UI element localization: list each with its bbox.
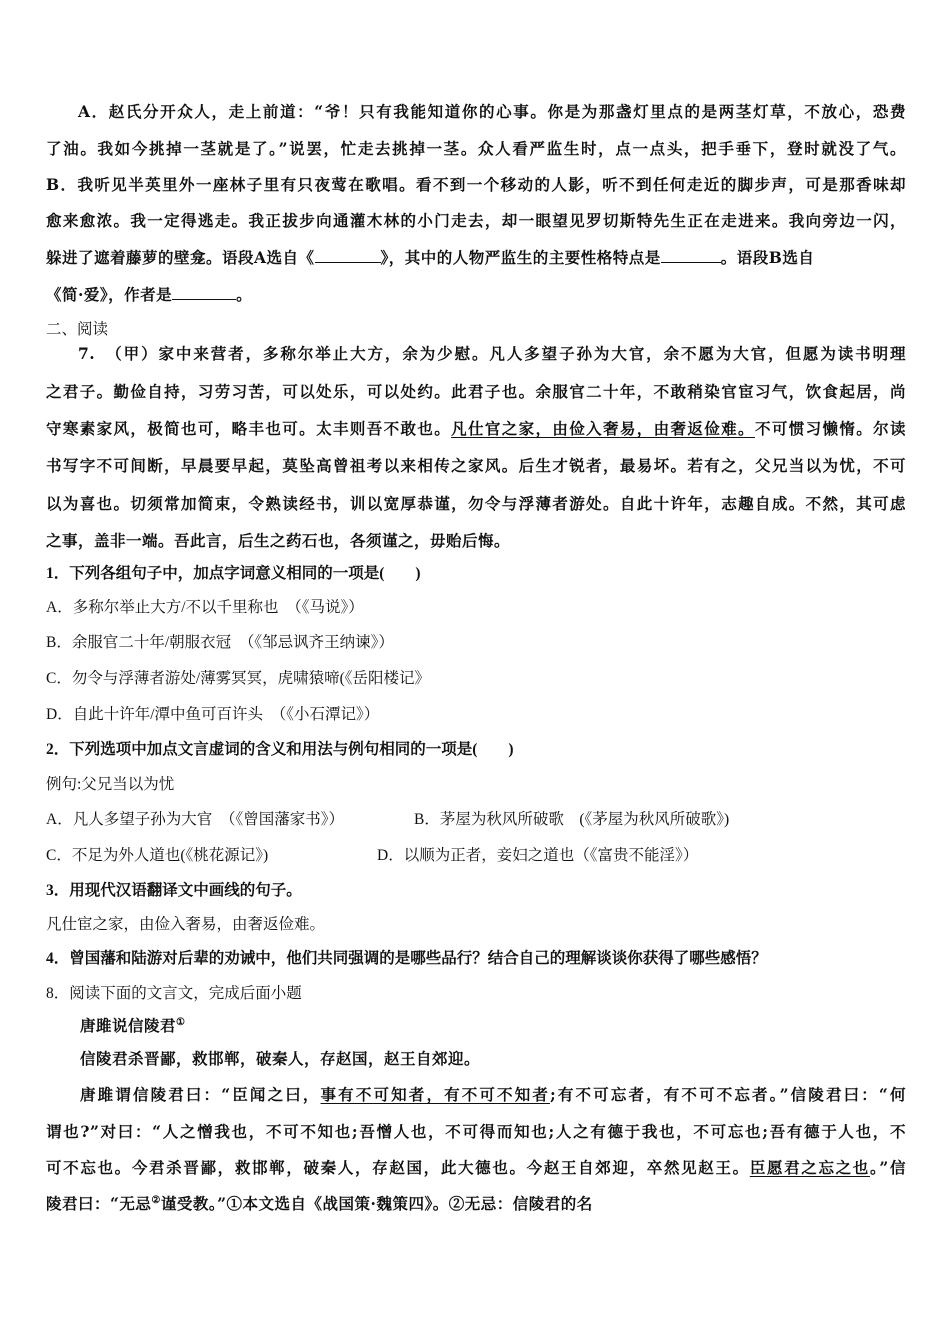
q2-options-row-2	[46, 846, 906, 866]
q8-text: 可不忘也。今君杀晋鄙，救邯郸，破秦人，存赵国，此大德也。今赵王自郊迎，卒然见赵王。	[46, 1158, 750, 1177]
q1-option-a: A．多称尔举止大方/不以千里称也 （《马说》）	[46, 599, 364, 616]
q8-paragraph-1: 信陵君杀晋鄙，救邯郸，破秦人，存赵国，赵王自郊迎。	[80, 1049, 481, 1068]
answer-blank-1[interactable]	[315, 248, 381, 263]
q8-text: ;有不可忘者，有不可不忘者。”信陵君曰：“何	[550, 1085, 906, 1104]
q7-text: 守寒素家风，极简也可，略丰也可。太丰则吾不敢也。	[46, 419, 452, 438]
q7-line-6: 之事，盖非一端。吾此言，后生之药石也，各须谨之，毋贻后悔。	[46, 531, 511, 550]
q4-stem: 4．曾国藩和陆游对后辈的劝诫中，他们共同强调的是哪些品行？结合自己的理解谈谈你获得了哪些感悟？	[46, 950, 767, 967]
q1-option-d: D．自此十许年/潭中鱼可百许头 （《小石潭记》）	[46, 706, 380, 723]
q2-option-d: D．以顺为正者，妾妇之道也（《富贵不能淫》）	[377, 847, 699, 864]
q8-text: 谨受教。”①本文选自《战国策·魏策四》。②无忌：信陵君的名	[160, 1194, 593, 1213]
question-text: 》，其中的人物严监生的主要性格特点是	[380, 248, 661, 267]
passage-a-line-1: A．赵氏分开众人，走上前道：“爷！只有我能知道你的心事。你是为那盏灯里点的是两茎灯草，不放心，恐费	[78, 102, 906, 121]
q2-example: 例句:父兄当以为忧	[46, 776, 175, 793]
passage-b-line-2: 愈来愈浓。我一定得逃走。我正拔步向通灌木林的小门走去，却一眼望见罗切斯特先生正在走进来。我向旁边一闪，	[46, 211, 906, 230]
passage-b-line-1: B．我听见半英里外一座林子里有只夜莺在歌唱。看不到一个移动的人影，听不到任何走近的脚步声，可是那香味却	[46, 175, 906, 194]
q7-text: 不可惯习懒惰。尔读	[754, 419, 906, 438]
q2-option-a: A．凡人多望子孙为大官 （《曾国藩家书》）	[46, 811, 344, 828]
question-text: 。语段B选自	[720, 248, 815, 267]
q8-paragraph-2	[46, 1085, 906, 1105]
q1-option-b: B．余服官二十年/朝服衣冠 （《邹忌讽齐王纳谏》）	[46, 634, 394, 651]
q3-stem: 3．用现代汉语翻译文中画线的句子。	[46, 882, 302, 899]
section-heading: 二、阅读	[46, 321, 109, 338]
q8-text: 唐雎谓信陵君曰：“臣闻之曰，	[80, 1085, 321, 1104]
footnote-marker: ②	[151, 1194, 161, 1206]
q2-option-c: C．不足为外人道也(《桃花源记》)	[46, 847, 269, 864]
q7-line-1: 7. （甲）家中来营者，多称尔举止大方，余为少慰。凡人多望子孙为大官，余不愿为大官，但愿为读书明理	[78, 344, 906, 363]
q7-underlined-sentence: 凡仕官之家，由俭入奢易，由奢返俭难。	[451, 419, 755, 438]
q8-underlined-sentence-1: 事有不可知者，有不可不知者	[320, 1085, 550, 1104]
q8-paragraph-4	[46, 1158, 906, 1178]
passage-b-line-3	[46, 248, 906, 268]
q8-stem: 8．阅读下面的文言文，完成后面小题	[46, 985, 302, 1002]
q8-title	[80, 1016, 940, 1036]
question-text: 。	[236, 285, 253, 304]
q8-text: 。”信	[869, 1158, 906, 1177]
q2-options-row-1	[46, 810, 906, 830]
passage-a-line-2: 了油。我如今挑掉一茎就是了。”说罢，忙走去挑掉一茎。众人看严监生时，点一点头，把手垂下，登时就没了气。	[46, 139, 906, 158]
answer-blank-3[interactable]	[172, 285, 236, 300]
question-text: 躲进了遮着藤萝的壁龛。语段A选自《	[46, 248, 315, 267]
q8-text: 陵君曰：“无忌	[46, 1194, 152, 1213]
answer-blank-2[interactable]	[661, 248, 721, 263]
passage-b-line-4	[46, 285, 906, 305]
footnote-marker: ①	[176, 1016, 186, 1028]
q8-underlined-sentence-2: 臣愿君之忘之也	[749, 1158, 870, 1177]
q7-line-3	[46, 419, 906, 439]
q7-line-2: 之君子。勤俭自持，习劳习苦，可以处乐，可以处约。此君子也。余服官二十年，不敢稍染官宦习气，饮食起居，尚	[46, 382, 906, 401]
q7-line-5: 以为喜也。切须常加简束，令熟读经书，训以宽厚恭谨，勿令与浮薄者游处。自此十许年，志趣自成。不然，其可虑	[46, 494, 906, 513]
q7-line-4: 书写字不可间断，早晨要早起，莫坠高曾祖考以来相传之家风。后生才锐者，最易坏。若有之，父兄当以为忧，不可	[46, 456, 906, 475]
q8-title-text: 唐雎说信陵君	[80, 1016, 177, 1035]
q1-stem: 1．下列各组句子中，加点字词意义相同的一项是( )	[46, 565, 421, 582]
q8-paragraph-3: 谓也?”对曰：“人之憎我也，不可不知也;吾憎人也，不可得而知也;人之有德于我也，不可忘也;吾有德于人也，不	[46, 1122, 906, 1141]
q8-paragraph-5	[46, 1194, 906, 1214]
q2-option-b: B．茅屋为秋风所破歌 (《茅屋为秋风所破歌》)	[414, 811, 730, 828]
question-text: 《简·爱》，作者是	[46, 285, 173, 304]
q3-sentence: 凡仕宦之家，由俭入奢易，由奢返俭难。	[46, 916, 326, 933]
q2-stem: 2．下列选项中加点文言虚词的含义和用法与例句相同的一项是( )	[46, 741, 514, 758]
q1-option-c: C．勿令与浮薄者游处/薄雾冥冥，虎啸猿啼(《岳阳楼记》	[46, 670, 431, 687]
